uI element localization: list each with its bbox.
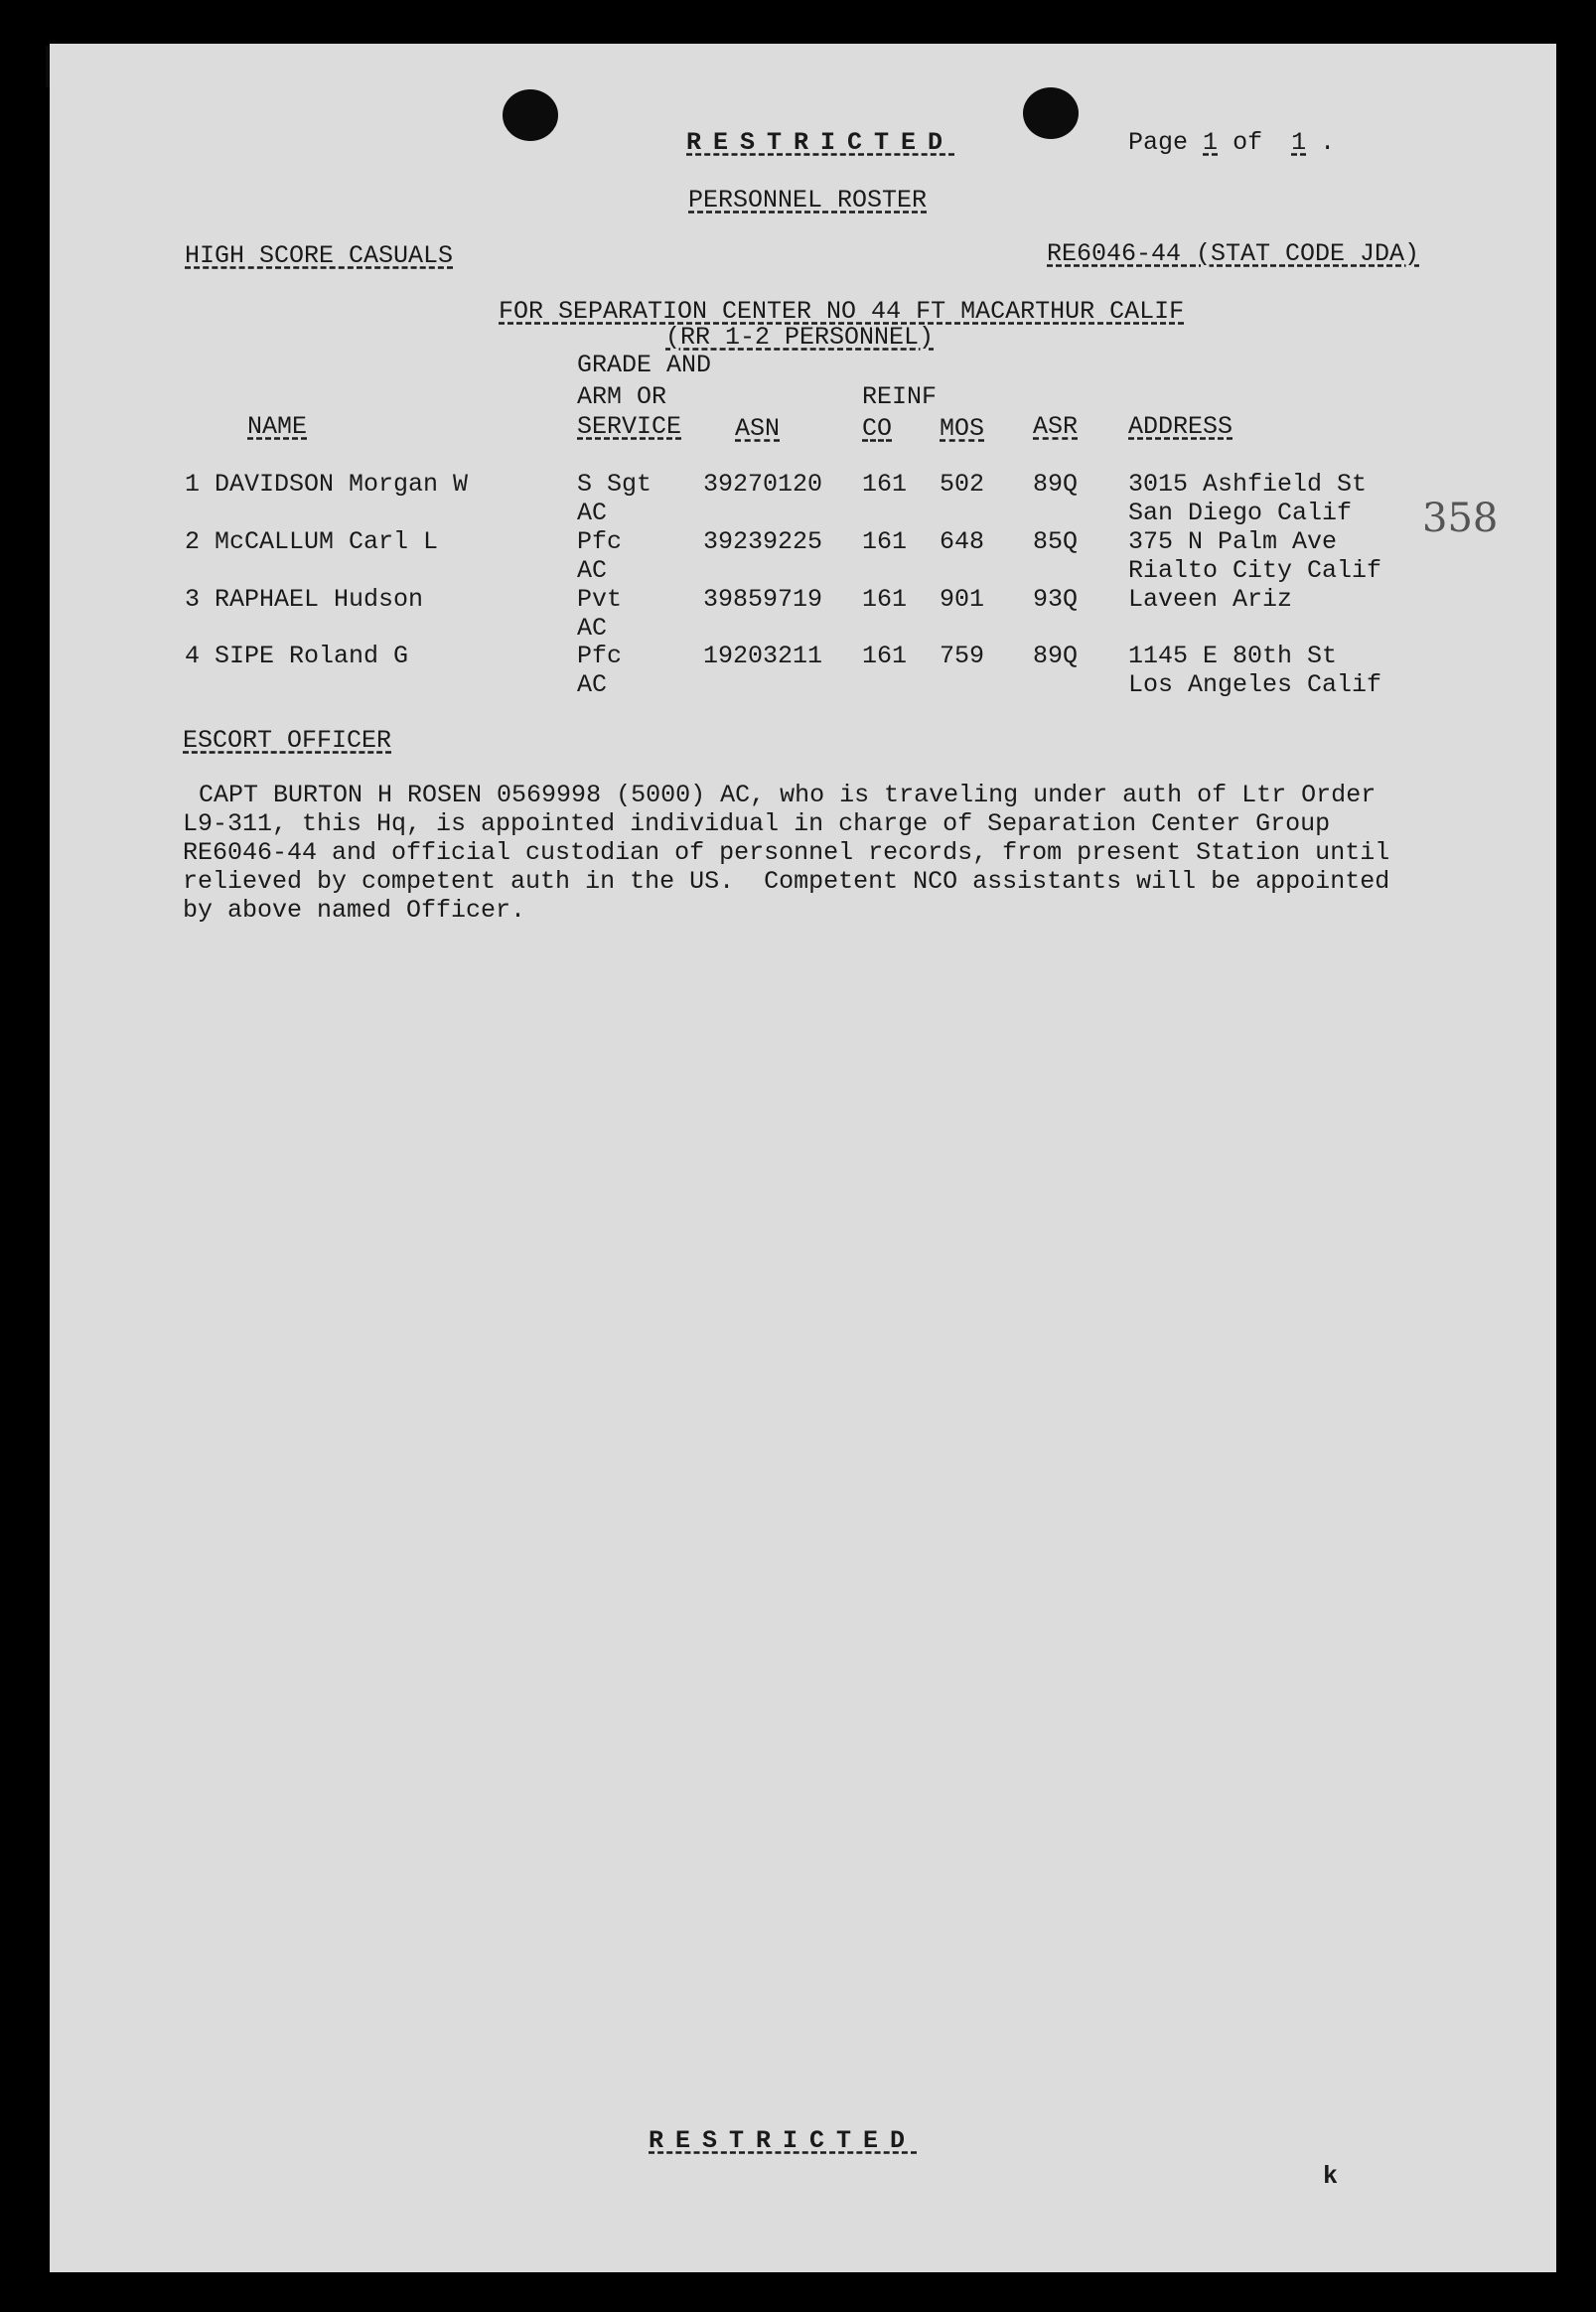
row-mos: 502 xyxy=(940,470,985,499)
row-grade: Pvt xyxy=(577,585,623,614)
page-indicator: Page 1 of 1 . xyxy=(1128,128,1336,157)
row-mos: 759 xyxy=(940,642,985,670)
escort-heading: ESCORT OFFICER xyxy=(183,726,392,755)
classification-top: RESTRICTED xyxy=(686,128,955,157)
col-address: ADDRESS xyxy=(1128,412,1233,441)
row-asr: 89Q xyxy=(1033,470,1079,499)
row-arm: AC xyxy=(577,556,608,585)
col-asn: ASN xyxy=(735,414,781,443)
punch-hole-left xyxy=(503,89,558,141)
margin-number: 358 xyxy=(1422,496,1499,541)
escort-line: RE6046-44 and official custodian of personnel records, from present Station until xyxy=(183,838,1390,867)
col-asr: ASR xyxy=(1033,412,1079,441)
document-page xyxy=(50,44,1556,2272)
col-name: NAME xyxy=(247,412,308,441)
col-co: CO xyxy=(862,414,893,443)
row-asr: 89Q xyxy=(1033,642,1079,670)
escort-line: CAPT BURTON H ROSEN 0569998 (5000) AC, who is traveling under auth of Ltr Order xyxy=(199,781,1377,809)
row-co: 161 xyxy=(862,642,908,670)
escort-line: relieved by competent auth in the US. Competent NCO assistants will be appointed xyxy=(183,867,1390,896)
row-asn: 39239225 xyxy=(703,527,823,556)
row-grade: S Sgt xyxy=(577,470,653,499)
col-reinf: REINF xyxy=(862,382,938,411)
row-name: 2 McCALLUM Carl L xyxy=(185,527,439,556)
row-asr: 93Q xyxy=(1033,585,1079,614)
row-address-line1: 3015 Ashfield St xyxy=(1128,470,1368,499)
subnote: (RR 1-2 PERSONNEL) xyxy=(665,323,935,352)
row-address-line2: Los Angeles Calif xyxy=(1128,670,1382,699)
escort-line: by above named Officer. xyxy=(183,896,526,925)
row-address-line2: San Diego Calif xyxy=(1128,499,1353,527)
group-name: HIGH SCORE CASUALS xyxy=(185,241,454,270)
footer-initial: k xyxy=(1323,2162,1339,2191)
row-arm: AC xyxy=(577,670,608,699)
row-co: 161 xyxy=(862,470,908,499)
row-name: 4 SIPE Roland G xyxy=(185,642,409,670)
row-asn: 39859719 xyxy=(703,585,823,614)
col-grade-line2: ARM OR xyxy=(577,382,667,411)
row-arm: AC xyxy=(577,614,608,643)
row-arm: AC xyxy=(577,499,608,527)
row-address-line1: 375 N Palm Ave xyxy=(1128,527,1338,556)
col-mos: MOS xyxy=(940,414,985,443)
row-asn: 19203211 xyxy=(703,642,823,670)
row-grade: Pfc xyxy=(577,527,623,556)
row-co: 161 xyxy=(862,585,908,614)
roster-title: PERSONNEL ROSTER xyxy=(688,186,928,215)
row-asn: 39270120 xyxy=(703,470,823,499)
row-name: 1 DAVIDSON Morgan W xyxy=(185,470,469,499)
row-address-line1: 1145 E 80th St xyxy=(1128,642,1338,670)
group-code: RE6046-44 (STAT CODE JDA) xyxy=(1047,239,1420,268)
col-grade-line3: SERVICE xyxy=(577,412,682,441)
escort-line: L9-311, this Hq, is appointed individual in charge of Separation Center Group xyxy=(183,809,1331,838)
punch-hole-right xyxy=(1023,87,1079,139)
row-address-line1: Laveen Ariz xyxy=(1128,585,1293,614)
row-address-line2: Rialto City Calif xyxy=(1128,556,1382,585)
row-mos: 901 xyxy=(940,585,985,614)
col-grade-line1: GRADE AND xyxy=(577,351,712,379)
row-asr: 85Q xyxy=(1033,527,1079,556)
row-mos: 648 xyxy=(940,527,985,556)
row-grade: Pfc xyxy=(577,642,623,670)
classification-bottom: RESTRICTED xyxy=(649,2126,918,2155)
row-co: 161 xyxy=(862,527,908,556)
destination-line: FOR SEPARATION CENTER NO 44 FT MACARTHUR CALIF xyxy=(499,297,1185,326)
row-name: 3 RAPHAEL Hudson xyxy=(185,585,424,614)
